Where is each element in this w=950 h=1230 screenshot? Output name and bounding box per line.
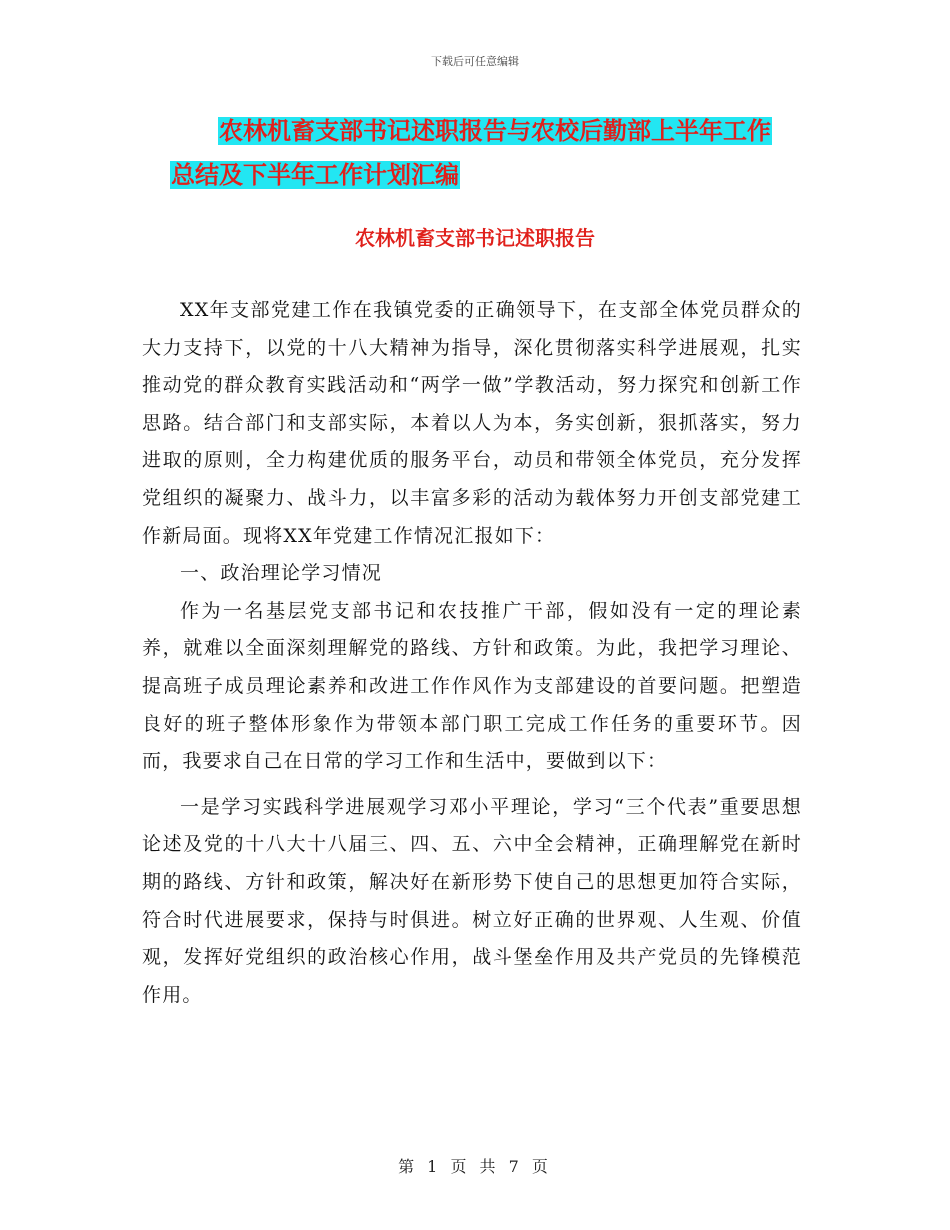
document-title-line-1 <box>20 114 950 148</box>
page-footer: 第 1 页 共 7 页 <box>398 1157 552 1176</box>
document-body <box>142 292 802 1014</box>
paragraph-intro: XX年支部党建工作在我镇党委的正确领导下，在支部全体党员群众的大力支持下，以党的十八大精神为指导，深化贯彻落实科学进展观，扎实推动党的群众教育实践活动和“两学一做”学教活动，努力探究和创新工作思路。结合部门和支部实际，本着以人为本，务实创新，狠抓落实，努力进取的原则，全力构建优质的服务平台，动员和带领全体党员，充分发挥党组织的凝聚力、战斗力，以丰富多彩的活动为载体努力开创支部党建工作新局面。现将XX年党建工作情况汇报如下： <box>142 299 802 547</box>
header-note: 下载后可任意编辑 <box>431 55 519 68</box>
paragraph-theory: 作为一名基层党支部书记和农技推广干部，假如没有一定的理论素养，就难以全面深刻理解党的路线、方针和政策。为此，我把学习理论、提高班子成员理论素养和改进工作作风作为支部建设的首要问题。把塑造良好的班子整体形象作为带领本部门职工完成工作任务的重要环节。因而，我要求自己在日常的学习工作和生活中，要做到以下： <box>142 599 802 773</box>
paragraph-study: 一是学习实践科学进展观学习邓小平理论，学习“三个代表”重要思想论述及党的十八大十八届三、四、五、六中全会精神，正确理解党在新时期的路线、方针和政策，解决好在新形势下使自己的思想更加符合实际，符合时代进展要求，保持与时俱进。树立好正确的世界观、人生观、价值观，发挥好党组织的政治核心作用，战斗堡垒作用及共产党员的先锋模范作用。 <box>142 795 802 1006</box>
document-title-line-1-text: 农林机畜支部书记述职报告与农校后勤部上半年工作 <box>219 117 771 145</box>
section-title: 农林机畜支部书记述职报告 <box>355 226 595 250</box>
document-title-line-2 <box>0 158 790 192</box>
paragraph-heading: 一、政治理论学习情况 <box>180 562 383 585</box>
document-title-line-2-text: 总结及下半年工作计划汇编 <box>171 161 459 189</box>
